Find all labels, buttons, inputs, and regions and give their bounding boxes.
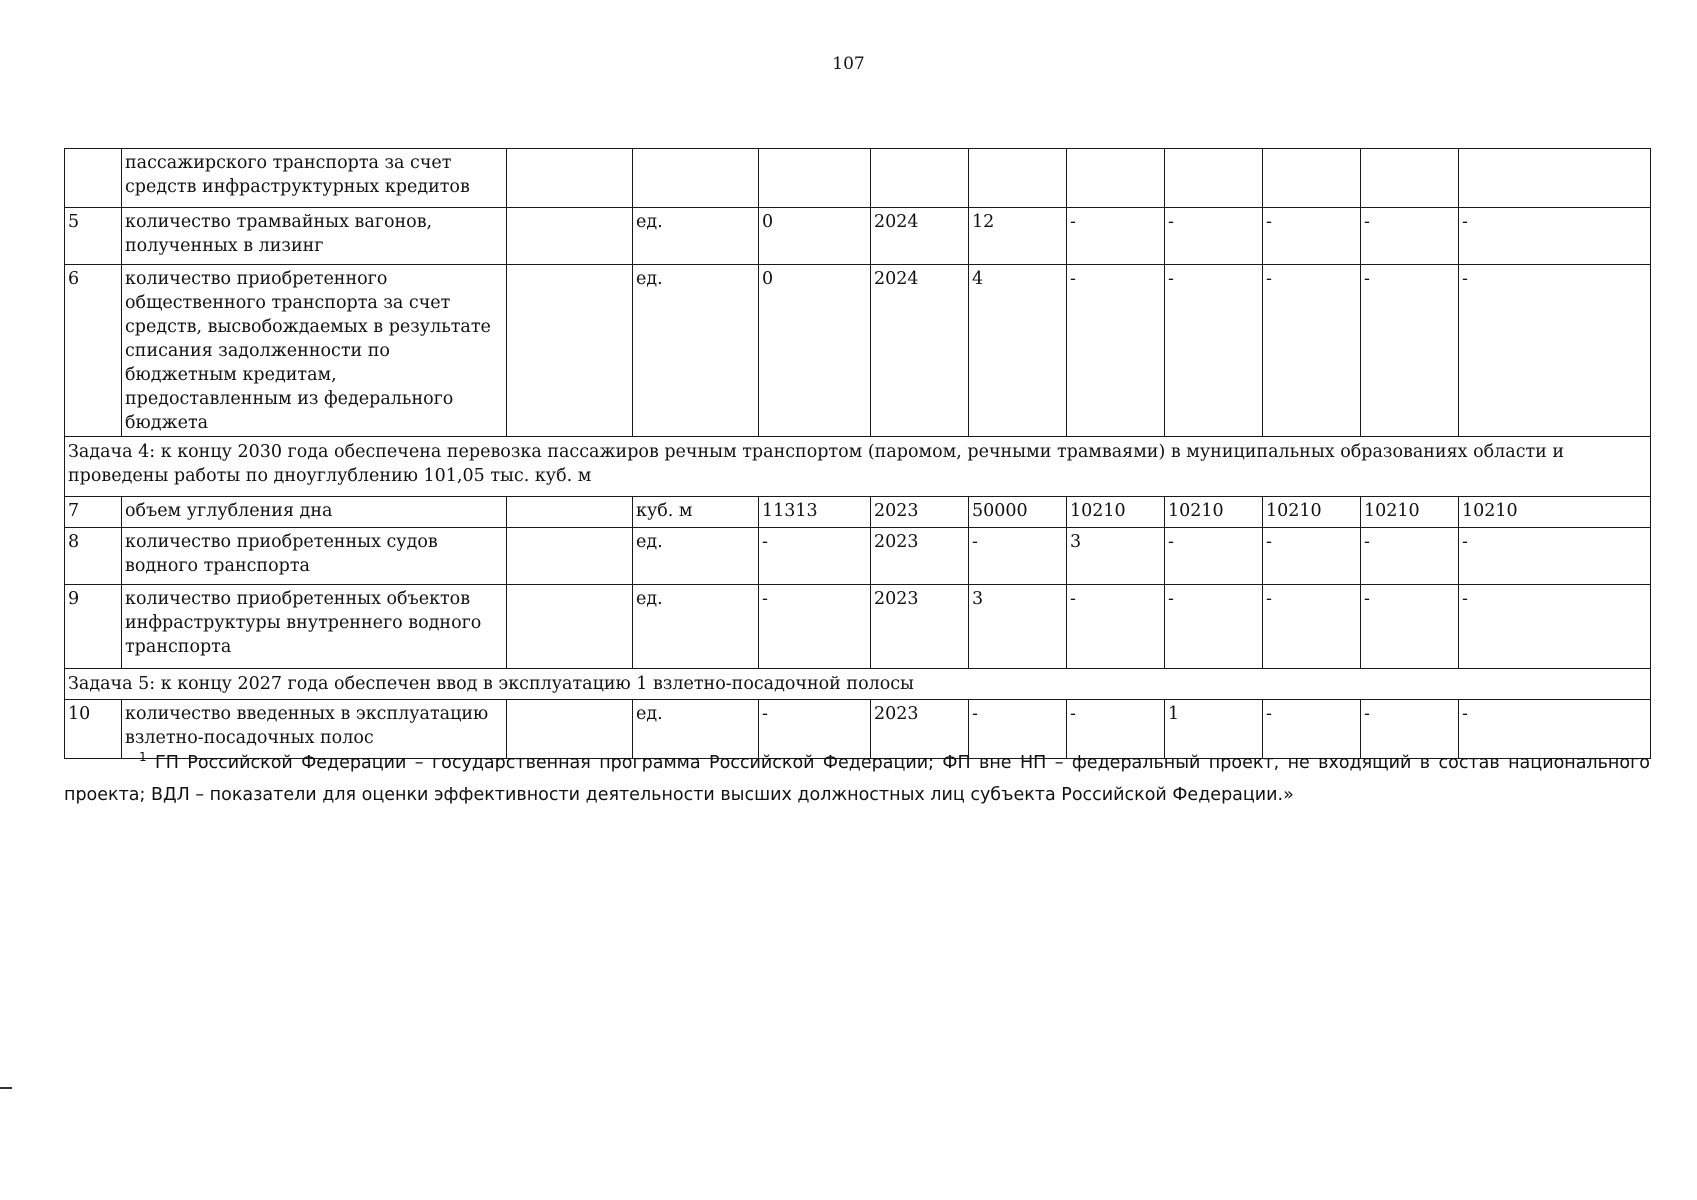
unit-cell: куб. м [633,497,759,528]
base-value-cell: - [759,528,871,585]
base-value-cell: - [759,585,871,669]
value-cell: - [1459,528,1651,585]
task-heading-cell: Задача 4: к концу 2030 года обеспечена перевозка пассажиров речным транспортом (паромом, речными трамваями) в муниципальных образованиях области и проведены работы по дноуглублению 101,05 тыс. куб. м [65,437,1651,497]
footnote-text: ГП Российской Федерации – государственная программа Российской Федерации; ФП вне НП – федеральный проект, не входящий в состав национального проекта; ВДЛ – показатели для оценки эффективности деятельности высших должностных лиц субъекта Российской Федерации.» [64,753,1650,805]
value-cell: - [969,528,1067,585]
value-cell: - [1361,700,1459,759]
value-cell: - [1459,585,1651,669]
value-cell: - [969,700,1067,759]
value-cell: - [1459,208,1651,265]
base-year-cell: 2024 [871,265,969,437]
base-value-cell: 0 [759,208,871,265]
footnote-marker: 1 [139,750,147,765]
base-year-cell: 2024 [871,208,969,265]
value-cell: 1 [1165,700,1263,759]
value-cell: - [1165,585,1263,669]
base-year-cell: 2023 [871,497,969,528]
table-row [65,585,1651,669]
unit-cell: ед. [633,700,759,759]
indicator-name-cell: объем углубления дна [122,497,507,528]
value-cell: - [1459,700,1651,759]
value-cell: - [1067,700,1165,759]
value-cell [969,149,1067,208]
value-cell: - [1165,528,1263,585]
indicator-name-cell: количество трамвайных вагонов, полученных в лизинг [122,208,507,265]
row-number-cell: 6 [65,265,122,437]
base-year-cell [871,149,969,208]
value-cell: - [1263,700,1361,759]
indicator-name-cell: количество приобретенных судов водного транспорта [122,528,507,585]
value-cell [1361,149,1459,208]
base-year-cell: 2023 [871,700,969,759]
row-number-cell [65,149,122,208]
indicator-name-cell: количество приобретенных объектов инфраструктуры внутреннего водного транспорта [122,585,507,669]
value-cell: 3 [969,585,1067,669]
value-cell: - [1165,265,1263,437]
base-year-cell: 2023 [871,528,969,585]
indicator-name-cell: количество приобретенного общественного транспорта за счет средств, высвобождаемых в результате списания задолженности по бюджетным кредитам, предоставленным из федерального бюджета [122,265,507,437]
table-row [65,528,1651,585]
table-row [65,149,1651,208]
value-cell: - [1067,265,1165,437]
value-cell: 4 [969,265,1067,437]
value-cell: 10210 [1361,497,1459,528]
value-cell [1067,149,1165,208]
value-cell: 12 [969,208,1067,265]
value-cell: - [1361,265,1459,437]
value-cell: - [1263,528,1361,585]
value-cell [1165,149,1263,208]
row-number-cell: 10 [65,700,122,759]
task-heading-cell: Задача 5: к концу 2027 года обеспечен ввод в эксплуатацию 1 взлетно-посадочной полосы [65,669,1651,700]
scan-edge-mark [0,1087,12,1089]
indicators-table [64,148,1651,759]
base-year-cell: 2023 [871,585,969,669]
value-cell: 10210 [1263,497,1361,528]
base-value-cell [759,149,871,208]
value-cell: - [1361,208,1459,265]
value-cell [1263,149,1361,208]
unit-cell: ед. [633,528,759,585]
value-cell: - [1263,585,1361,669]
value-cell: 3 [1067,528,1165,585]
row-number-cell: 5 [65,208,122,265]
unit-cell [633,149,759,208]
value-cell: - [1263,265,1361,437]
task-row [65,669,1651,700]
value-cell: 10210 [1165,497,1263,528]
basis-cell [507,528,633,585]
base-value-cell: 0 [759,265,871,437]
value-cell: - [1459,265,1651,437]
indicator-name-cell: количество введенных в эксплуатацию взлетно-посадочных полос [122,700,507,759]
basis-cell [507,208,633,265]
value-cell: 50000 [969,497,1067,528]
basis-cell [507,149,633,208]
row-number-cell: 7 [65,497,122,528]
indicator-name-cell: пассажирского транспорта за счет средств инфраструктурных кредитов [122,149,507,208]
basis-cell [507,497,633,528]
row-number-cell: 9 [65,585,122,669]
unit-cell: ед. [633,265,759,437]
value-cell [1459,149,1651,208]
task-row [65,437,1651,497]
value-cell: - [1067,208,1165,265]
value-cell: 10210 [1067,497,1165,528]
unit-cell: ед. [633,208,759,265]
page-number: 107 [832,54,865,74]
table-row [65,497,1651,528]
basis-cell [507,585,633,669]
base-value-cell: 11313 [759,497,871,528]
footnote [64,747,1650,811]
row-number-cell: 8 [65,528,122,585]
value-cell: 10210 [1459,497,1651,528]
table-row [65,208,1651,265]
value-cell: - [1263,208,1361,265]
value-cell: - [1165,208,1263,265]
base-value-cell: - [759,700,871,759]
value-cell: - [1361,585,1459,669]
basis-cell [507,265,633,437]
value-cell: - [1067,585,1165,669]
table-row [65,265,1651,437]
unit-cell: ед. [633,585,759,669]
value-cell: - [1361,528,1459,585]
